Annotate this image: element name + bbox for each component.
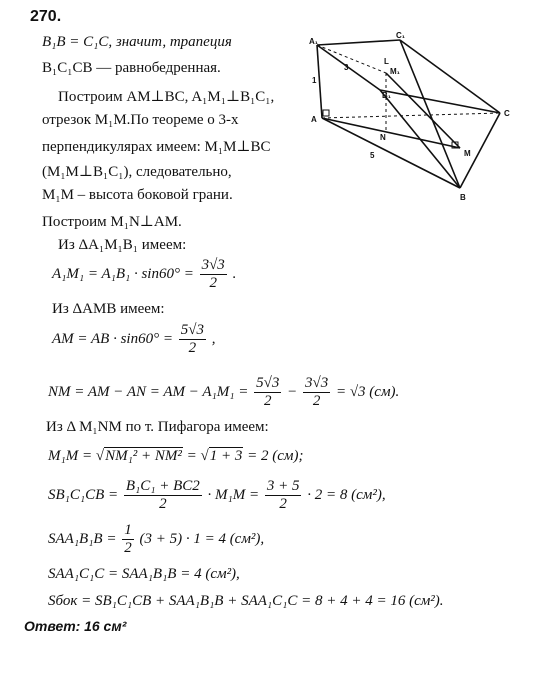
label-len-5: 5 xyxy=(370,151,375,160)
text-line: перпендикулярах имеем: M₁M⊥BC xyxy=(42,139,271,155)
text-line: отрезок M₁M.По теореме о 3-х xyxy=(42,112,239,128)
eq1-lhs: A₁M₁ = A₁B₁ · sin60° = xyxy=(52,265,194,282)
answer-value: 16 см² xyxy=(84,618,127,634)
label-N: N xyxy=(380,133,386,142)
eq4-lhs: M₁M = xyxy=(48,448,93,464)
eq2 xyxy=(52,322,215,357)
eq4-root-1: NM₁² + NM² xyxy=(105,448,182,464)
eq3-fraction-1: $\frac{5√3}{2}$ xyxy=(256,375,280,409)
eq8: Sбок = SВ₁C₁CB + SАA₁B₁B + SАA₁C₁C = 8 + 4 + 4 = 16 (см²). xyxy=(48,593,444,609)
eq1-fraction: $\frac{3√3}{2}$ xyxy=(201,257,225,291)
text-line: B₁B = C₁C, значит, трапеция xyxy=(42,34,232,50)
eq5-fraction-1: $\frac{\text{B₁C₁ + BC2}}{2}$ xyxy=(125,478,200,512)
eq4-root-2: 1 + 3 xyxy=(209,448,243,464)
label-A1: A₁ xyxy=(309,37,319,46)
label-len-1: 1 xyxy=(312,76,317,85)
answer xyxy=(24,618,126,636)
label-B1: B₁ xyxy=(382,91,392,100)
eq3-tail: = √3 (см). xyxy=(335,383,400,400)
eq5-mid: · M₁M = xyxy=(207,486,260,503)
eq6-fraction: $\frac{1}{2}$ xyxy=(124,522,132,556)
text-line: M₁M – высота боковой грани. xyxy=(42,187,233,203)
text-line: Построим M₁N⊥AM. xyxy=(42,214,182,230)
eq3-fraction-2: $\frac{3√3}{2}$ xyxy=(304,375,329,409)
label-B: B xyxy=(460,193,466,202)
label-L: L xyxy=(384,57,389,66)
eq5-tail: · 2 = 8 (см²), xyxy=(307,486,386,503)
eq5-lhs: SВ₁C₁CB = xyxy=(48,486,119,503)
prism-figure xyxy=(310,28,535,208)
label-M1: M₁ xyxy=(390,67,400,76)
answer-label: Ответ: xyxy=(24,618,81,634)
eq6 xyxy=(48,522,264,557)
text-line: (M₁M⊥B₁C₁), следовательно, xyxy=(42,164,232,180)
label-C: C xyxy=(504,109,510,118)
text-line: Построим AM⊥BC, A₁M₁⊥B₁C₁, xyxy=(58,89,275,105)
eq1-tail: . xyxy=(232,265,237,282)
pythagoras-line: Из Δ M₁NM по т. Пифагора имеем: xyxy=(46,419,269,435)
from-triangle-1: Из ΔA₁M₁B₁ имеем: xyxy=(58,237,187,253)
label-C1: C₁ xyxy=(396,31,406,40)
text-line: B₁C₁CB — равнобедренная. xyxy=(42,60,221,76)
eq4-tail: = 2 (см); xyxy=(247,448,304,464)
eq6-lhs: SАA₁B₁B = xyxy=(48,530,117,547)
eq3-lhs: NM = AM − AN = AM − A₁M₁ = xyxy=(48,383,249,400)
problem-number: 270. xyxy=(30,8,62,25)
eq1 xyxy=(52,257,236,292)
eq2-tail: , xyxy=(211,330,216,347)
label-A: A xyxy=(311,115,317,124)
eq7: SАA₁C₁C = SАA₁B₁B = 4 (см²), xyxy=(48,566,240,582)
eq4: M₁M = √NM₁² + NM² = √1 + 3 = 2 (см); xyxy=(48,448,304,464)
eq2-lhs: AM = AB · sin60° = xyxy=(52,330,173,347)
eq3 xyxy=(48,375,399,410)
from-triangle-2: Из ΔAMB имеем: xyxy=(52,301,165,317)
eq2-fraction: $\frac{5√3}{2}$ xyxy=(180,322,204,356)
eq5 xyxy=(48,478,386,513)
label-M: M xyxy=(464,149,471,158)
label-len-3: 3 xyxy=(344,63,349,72)
eq6-tail: (3 + 5) · 1 = 4 (см²), xyxy=(139,530,265,547)
eq3-mid: − xyxy=(287,383,298,400)
eq5-fraction-2: $\frac{3 + 5}{2}$ xyxy=(266,478,300,512)
eq4-mid: = xyxy=(186,448,197,464)
